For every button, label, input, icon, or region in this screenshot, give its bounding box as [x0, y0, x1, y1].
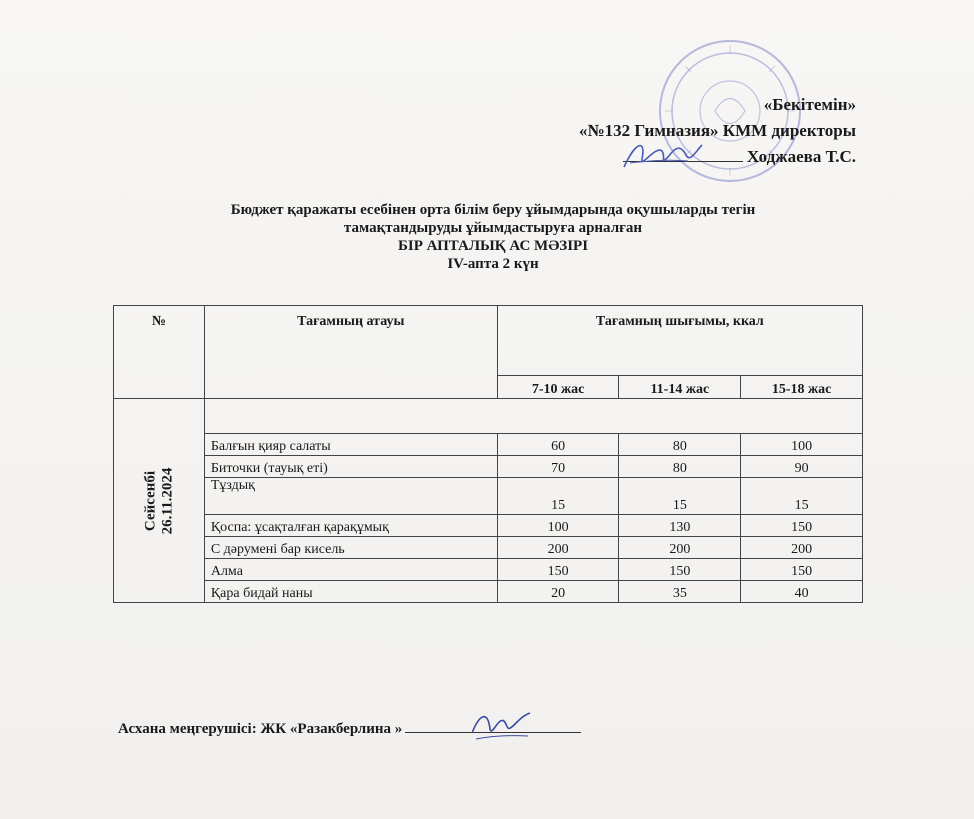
table-row [114, 456, 863, 478]
kcal-value: 60 [497, 434, 619, 456]
approval-title: «Бекітемін» [763, 95, 856, 114]
kcal-value: 100 [741, 434, 863, 456]
kcal-value: 130 [619, 515, 741, 537]
table-header-row [114, 306, 863, 376]
dish-name: Тұздық [204, 478, 497, 515]
dish-name: Қоспа: ұсақталған қарақұмық [204, 515, 497, 537]
kcal-value: 150 [741, 515, 863, 537]
day-name: Сейсенбі [141, 470, 158, 531]
header-dish-name: Тағамның атауы [204, 306, 497, 399]
age-group-header: 7-10 жас [497, 376, 619, 399]
kcal-value: 15 [619, 478, 741, 515]
heading-line-1: Бюджет қаражаты есебінен орта білім беру ұйымдарында оқушыларды тегін [230, 202, 756, 218]
kcal-value: 200 [741, 537, 863, 559]
table-row [114, 434, 863, 456]
heading-line-4: IV-апта 2 күн [447, 256, 539, 272]
heading-line-2: тамақтандыруды ұйымдастыруға арналған [343, 220, 643, 236]
canteen-manager-label: Асхана меңгерушісі: ЖК «Разакберлина » [118, 721, 403, 737]
day-date: 26.11.2024 [158, 467, 175, 534]
heading-line-3: БІР АПТАЛЫҚ АС МӘЗІРІ [397, 238, 589, 254]
day-cell [114, 399, 205, 603]
kcal-value: 150 [619, 559, 741, 581]
header-yield: Тағамның шығымы, ккал [497, 306, 862, 376]
kcal-value: 15 [497, 478, 619, 515]
dish-name: С дәрумені бар кисель [204, 537, 497, 559]
dish-name: Қара бидай наны [204, 581, 497, 603]
approval-position: «№132 Гимназия» КММ директоры [579, 121, 856, 140]
kcal-value: 150 [497, 559, 619, 581]
director-signature-icon [616, 133, 706, 177]
table-row [114, 515, 863, 537]
kcal-value: 20 [497, 581, 619, 603]
header-number: № [114, 306, 205, 399]
kcal-value: 200 [619, 537, 741, 559]
menu-table [113, 305, 863, 603]
dish-name: Биточки (тауық еті) [204, 456, 497, 478]
kcal-value: 80 [619, 456, 741, 478]
table-row [114, 537, 863, 559]
document-heading [150, 201, 836, 273]
dish-name: Балғын қияр салаты [204, 434, 497, 456]
kcal-value: 35 [619, 581, 741, 603]
director-name: Ходжаева Т.С. [746, 147, 856, 166]
kcal-value: 90 [741, 456, 863, 478]
kcal-value: 100 [497, 515, 619, 537]
kcal-value: 70 [497, 456, 619, 478]
table-blank-row [114, 399, 863, 434]
kcal-value: 80 [619, 434, 741, 456]
kcal-value: 40 [741, 581, 863, 603]
table-row [114, 581, 863, 603]
kcal-value: 150 [741, 559, 863, 581]
age-group-header: 15-18 жас [741, 376, 863, 399]
table-row [114, 559, 863, 581]
kcal-value: 15 [741, 478, 863, 515]
dish-name: Алма [204, 559, 497, 581]
kcal-value: 200 [497, 537, 619, 559]
blank-cell [204, 399, 862, 434]
age-group-header: 11-14 жас [619, 376, 741, 399]
manager-signature-icon [466, 703, 536, 743]
table-row [114, 478, 863, 515]
